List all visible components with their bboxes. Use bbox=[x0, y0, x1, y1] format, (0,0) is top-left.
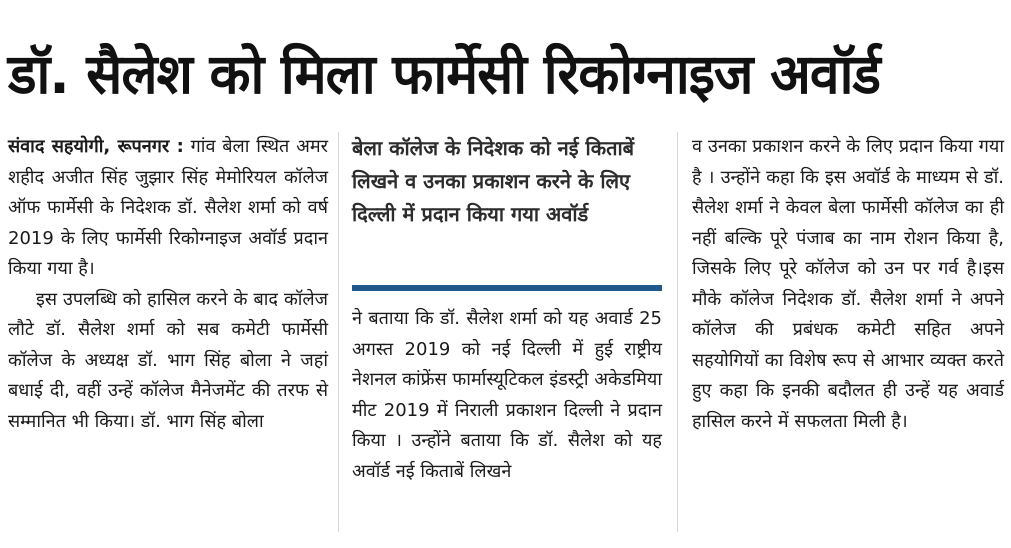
paragraph-intro bbox=[8, 132, 328, 285]
paragraph-middle: ने बताया कि डॉ. सैलेश शर्मा को यह अवार्ड 25 अगस्त 2019 को नई दिल्ली में हुई राष्ट्रीय नेशनल कांफ्रेंस फार्मास्यूटिकल इंडस्ट्री अकेडमिया मीट 2019 में निराली प्रकाशन दिल्ली ने प्रदान किया । उन्होंने बताया कि डॉ. सैलेश को यह अवॉर्ड नई किताबें लिखने bbox=[352, 308, 662, 482]
cropped-previous-text-strip bbox=[0, 0, 1011, 14]
article-column-middle bbox=[352, 304, 662, 487]
pull-quote-rule bbox=[352, 285, 662, 291]
pull-quote-text: बेला कॉलेज के निदेशक को नई किताबें लिखने व उनका प्रकाशन करने के लिए दिल्ली में प्रदान किया गया अवॉर्ड bbox=[352, 136, 635, 226]
article-headline: डॉ. सैलेश को मिला फार्मेसी रिकोग्नाइज अवॉर्ड bbox=[8, 42, 881, 106]
article-column-left bbox=[8, 132, 328, 437]
column-divider bbox=[338, 132, 339, 532]
paragraph-intro-text: गांव बेला स्थित अमर शहीद अजीत सिंह जुझार सिंह मेमोरियल कॉलेज ऑफ फार्मेसी के निदेशक डॉ. सैलेश शर्मा को वर्ष 2019 के लिए फार्मेसी रिकोग्नाइज अवॉर्ड प्रदान किया गया है। bbox=[8, 136, 328, 279]
column-divider bbox=[677, 132, 678, 532]
pull-quote bbox=[352, 132, 662, 282]
paragraph-second: इस उपलब्धि को हासिल करने के बाद कॉलेज लौटे डॉ. सैलेश शर्मा को सब कमेटी फार्मेसी कॉलेज के अध्यक्ष डॉ. भाग सिंह बोला ने जहां बधाई दी, वहीं उन्हें कॉलेज मैनेजमेंट की तरफ से सम्मानित भी किया। डॉ. भाग सिंह बोला bbox=[8, 288, 328, 432]
paragraph-right: व उनका प्रकाशन करने के लिए प्रदान किया गया है । उन्होंने कहा कि इस अवॉर्ड के माध्यम से डॉ. सैलेश शर्मा ने केवल बेला फार्मेसी कॉलेज का ही नहीं बल्कि पूरे पंजाब का नाम रोशन किया है, जिसके लिए पूरे कॉलेज को उन पर गर्व है।इस मौके कॉलेज निदेशक डॉ. सैलेश शर्मा ने अपने कॉलेज की प्रबंधक कमेटी सहित अपने सहयोगियों का विशेष रूप से आभार व्यक्त करते हुए कहा कि इनकी बदौलत ही उन्हें यह अवार्ड हासिल करने में सफलता मिली है। bbox=[692, 136, 1004, 432]
article-column-right bbox=[692, 132, 1004, 437]
article-dateline: संवाद सहयोगी, रूपनगर : bbox=[8, 136, 184, 157]
